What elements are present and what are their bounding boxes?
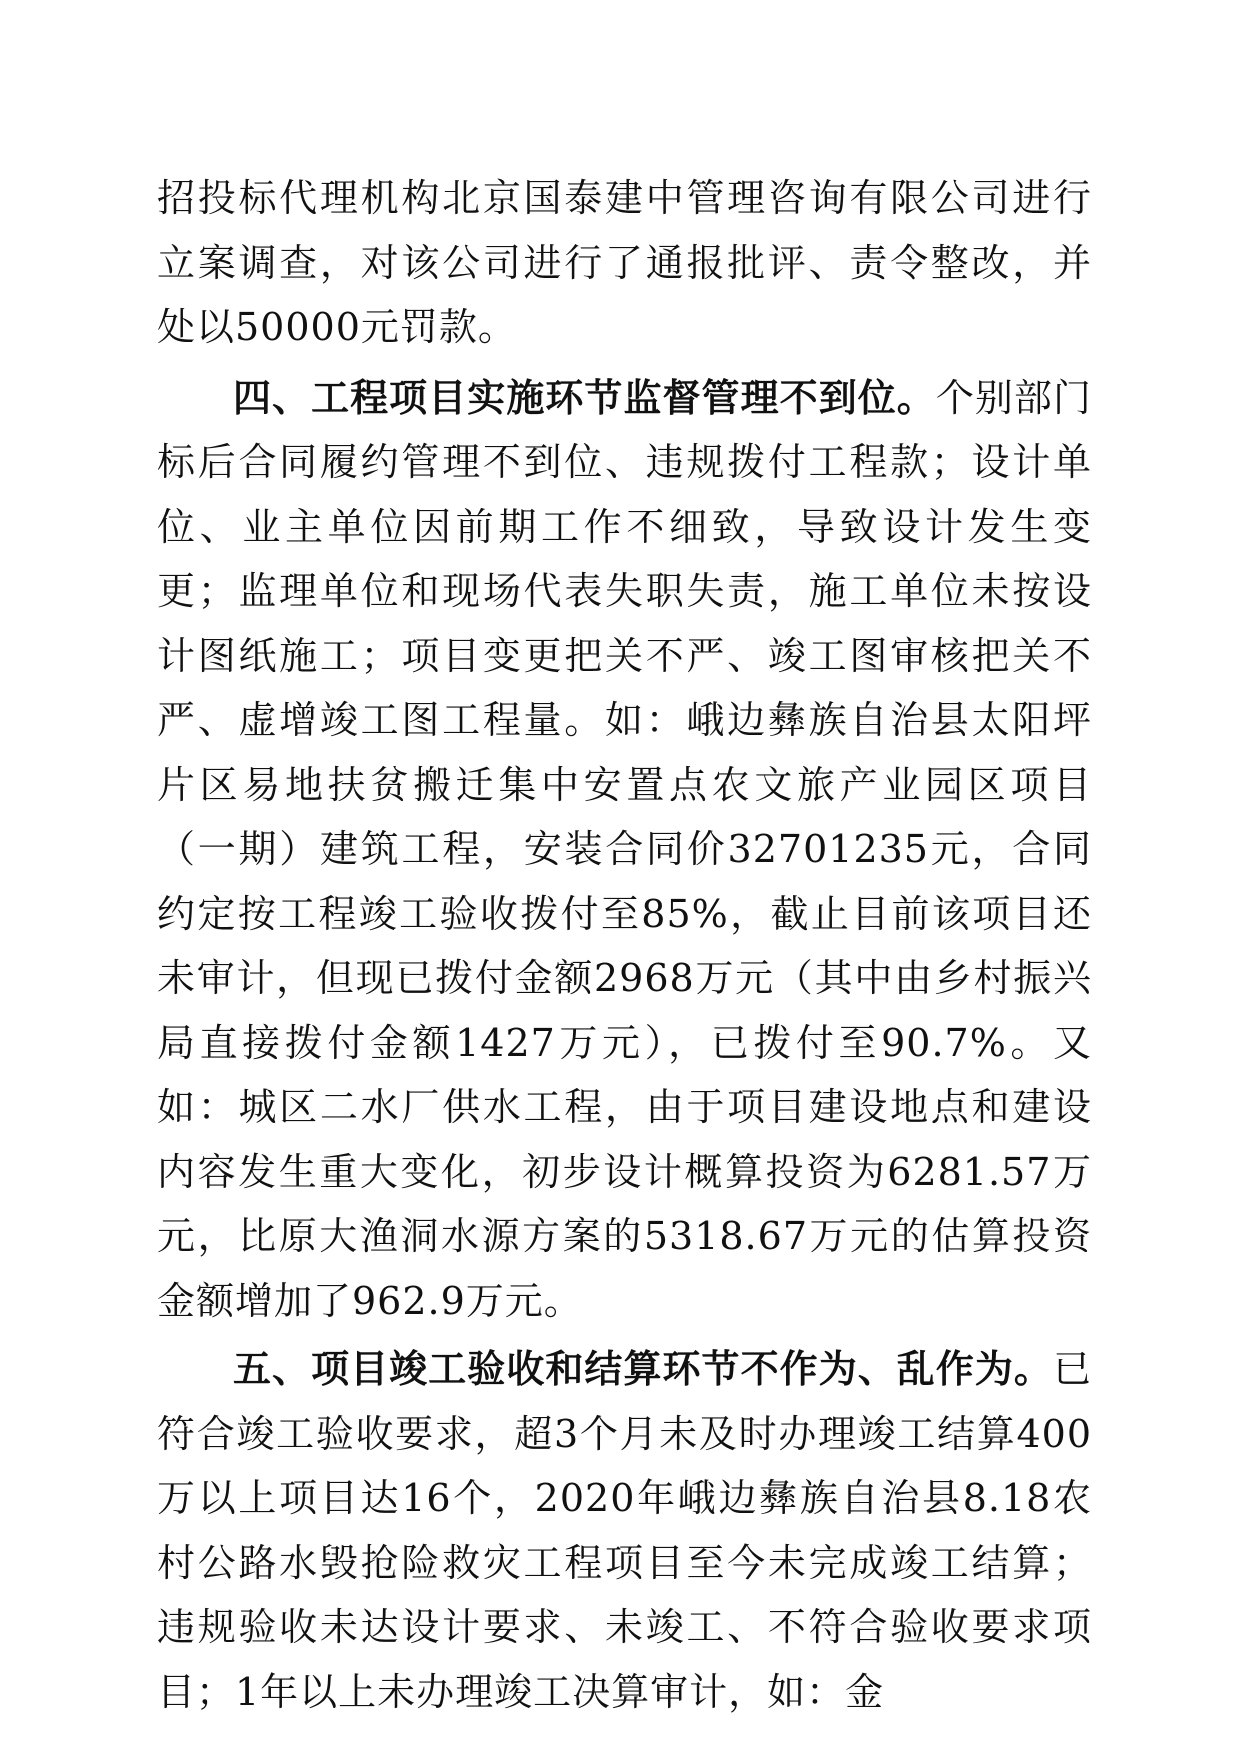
paragraph-text: 个别部门标后合同履约管理不到位、违规拨付工程款；设计单位、业主单位因前期工作不细致，导致设计发生变更；监理单位和现场代表失职失责，施工单位未按设计图纸施工；项目变更把关不严、竣工图审核把关不严、虚增竣工图工程量。如：峨边彝族自治县太阳坪片区易地扶贫搬迁集中安置点农文旅产业园区项目（一期）建筑工程，安装合同价32701235元，合同约定按工程竣工验收拨付至85%，截止目前该项目还未审计，但现已拨付金额2968万元（其中由乡村振兴局直接拨付金额1427万元），已拨付至90.7%。又如：城区二水厂供水工程，由于项目建设地点和建设内容发生重大变化，初步设计概算投资为6281.57万元，比原大渔洞水源方案的5318.67万元的估算投资金额增加了962.9万元。 <box>157 375 1092 1323</box>
section-four-heading: 四、工程项目实施环节监督管理不到位。 <box>233 375 936 420</box>
document-page <box>157 166 1092 1724</box>
paragraph-continuation <box>157 166 1092 360</box>
paragraph-text: 招投标代理机构北京国泰建中管理咨询有限公司进行立案调查，对该公司进行了通报批评、责令整改，并处以50000元罚款。 <box>157 176 1092 349</box>
paragraph-text: 已符合竣工验收要求，超3个月未及时办理竣工结算400万以上项目达16个，2020年峨边彝族自治县8.18农村公路水毁抢险救灾工程项目至今未完成竣工结算；违规验收未达设计要求、未竣工、不符合验收要求项目；1年以上未办理竣工决算审计，如：金 <box>157 1347 1092 1714</box>
paragraph-section-five <box>157 1337 1092 1724</box>
section-five-heading: 五、项目竣工验收和结算环节不作为、乱作为。 <box>233 1347 1053 1391</box>
paragraph-section-four <box>157 366 1092 1334</box>
